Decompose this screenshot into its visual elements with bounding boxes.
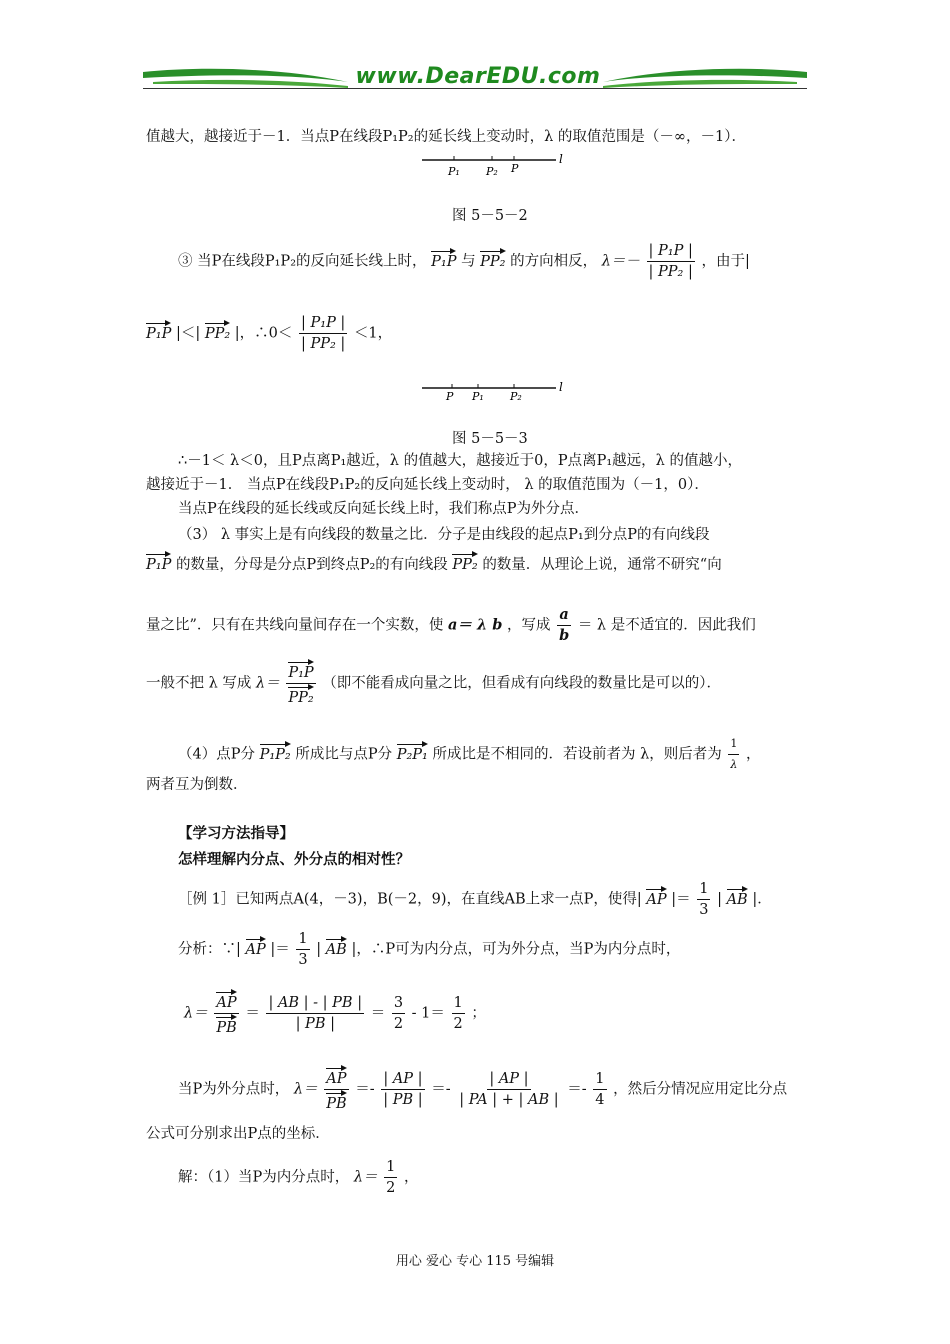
equation-external: 当P为外分点时， λ＝ $\frac{AP}{PB}$ ＝- $\frac{| AP |}{| PB |}$ ＝- $\frac{| AP |}{| PA | + | AB |}$ ＝- $\frac{1}{4}$ ，然后分情况应用定比分点	[178, 1066, 787, 1113]
fraction-one-third: $\frac{1}{3}$	[298, 931, 308, 968]
para-case-3-line1: ③ 当P在线段P₁P₂的反向延长线上时， P₁P 与 PP₂ 的方向相反， λ＝－ $\frac{\text{| P₁P |}}{\text{| PP₂ |}}$ ，由于|	[178, 243, 750, 280]
fraction-a-over-b: $\frac{a}{b}$	[559, 606, 570, 644]
site-title[interactable]: www.DearEDU.com	[355, 64, 601, 89]
fig1-label-p1: P₁	[448, 165, 460, 178]
equation-internal: λ＝ $\frac{AP}{PB}$ ＝ $\frac{| AB | - | PB |}{| PB |}$ ＝ $\frac{3}{2}$ - 1＝ $\frac{1}{2}$ ；	[184, 990, 486, 1037]
fig1-label-p: P	[511, 162, 519, 175]
fraction-1-over-lambda: $\frac{1}{\lambda}$	[730, 737, 738, 771]
solution-line: 解：（1）当P为内分点时， λ＝ $\frac{1}{2}$ ，	[178, 1159, 419, 1196]
page-footer: 用心 爱心 专心 115 号编辑	[395, 1254, 555, 1269]
vector-pp2: PP₂	[480, 249, 505, 269]
vector-ab: AB	[326, 937, 347, 957]
header-rule	[143, 88, 807, 89]
fraction: $\frac{\text{| P₁P |}}{\text{| PP₂ |}}$	[301, 315, 346, 352]
header-swoosh-right	[601, 62, 807, 90]
vector-p1p: P₁P	[146, 552, 171, 572]
figure-5-5-2	[420, 148, 570, 180]
fraction-vectors: $\frac{\text{P₁P}}{\text{PP₂}}$	[286, 660, 315, 707]
vector-p2p1: P₂P₁	[397, 742, 428, 762]
fig2-label-l: l	[559, 380, 563, 394]
fig2-label-p2: P₂	[510, 390, 522, 403]
fraction-one-third: $\frac{1}{3}$	[699, 881, 709, 918]
vector-p1p: P₁P	[431, 249, 456, 269]
vector-ap: AP	[646, 887, 666, 907]
vector-p1p: P₁P	[146, 321, 171, 341]
fraction: $\frac{\text{| P₁P |}}{\text{| PP₂ |}}$	[648, 243, 693, 280]
fig1-label-l: l	[559, 152, 563, 166]
fig2-label-p1: P₁	[472, 390, 484, 403]
section-question: 怎样理解内分点、外分点的相对性？	[178, 852, 410, 868]
para-3-line3: 量之比”．只有在共线向量间存在一个实数，使 a＝ λ b ，写成 $\frac{a}{b}$ ＝ λ 是不适宜的．因此我们	[146, 606, 756, 644]
figure-5-5-3	[420, 376, 570, 408]
para-3-line1: （3） λ 事实上是有向线段的数量之比．分子是由线段的起点P₁到分点P的有向线段	[178, 527, 710, 543]
vector-pp2: PP₂	[452, 552, 477, 572]
para-conclusion-line2: 越接近于－1． 当点P在线段P₁P₂的反向延长线上变动时， λ 的取值范围为（－1，0）．	[146, 477, 709, 493]
header-swoosh-left	[143, 62, 353, 90]
para-4-line1: （4）点P分 P₁P₂ 所成比与点P分 P₂P₁ 所成比是不相同的．若设前者为 λ，则后者为 $\frac{1}{\lambda}$ ，	[178, 735, 761, 774]
para-external-point: 当点P在线段的延长线或反向延长线上时，我们称点P为外分点．	[178, 501, 590, 517]
section-title: 【学习方法指导】	[178, 826, 294, 842]
fig1-label-p2: P₂	[486, 165, 498, 178]
vector-ab: AB	[727, 887, 748, 907]
fig2-caption: 图 5－5－3	[452, 431, 528, 447]
fig2-label-p: P	[446, 390, 454, 403]
para-3-line4: 一般不把 λ 写成 λ＝ $\frac{\text{P₁P}}{\text{PP₂}}$ （即不能看成向量之比，但看成有向线段的数量比是可以的）．	[146, 660, 721, 707]
para-case-3-line2: P₁P |＜| PP₂ |，∴0＜ $\frac{\text{| P₁P |}}{\text{| PP₂ |}}$ ＜1，	[146, 315, 393, 352]
vector-p1p2: P₁P₂	[260, 742, 291, 762]
example-1: ［例 1］已知两点A(4，－3)，B(－2，9)，在直线AB上求一点P，使得| AP |＝ $\frac{1}{3}$ | AB |．	[178, 881, 772, 918]
para-4-line2: 两者互为倒数．	[146, 777, 248, 793]
analysis-line: 分析：∵| AP |＝ $\frac{1}{3}$ | AB |，∴P可为内分点，可为外分点，当P为内分点时，	[178, 931, 681, 968]
vector-pp2: PP₂	[205, 321, 230, 341]
para-coordinates: 公式可分别求出P点的坐标．	[146, 1126, 330, 1142]
page-header	[143, 62, 807, 92]
vector-ap: AP	[246, 937, 266, 957]
para-3-line2: P₁P 的数量，分母是分点P到终点P₂的有向线段 PP₂ 的数量．从理论上说，通常不研究“向	[146, 552, 722, 575]
para-continuation: 值越大，越接近于－1．当点P在线段P₁P₂的延长线上变动时，λ 的取值范围是（－∞，－1）．	[146, 129, 746, 145]
fig1-caption: 图 5－5－2	[452, 208, 528, 224]
para-conclusion-line1: ∴－1＜ λ＜0，且P点离P₁越近，λ 的值越大，越接近于0，P点离P₁越远，λ 的值越小，	[178, 453, 742, 469]
